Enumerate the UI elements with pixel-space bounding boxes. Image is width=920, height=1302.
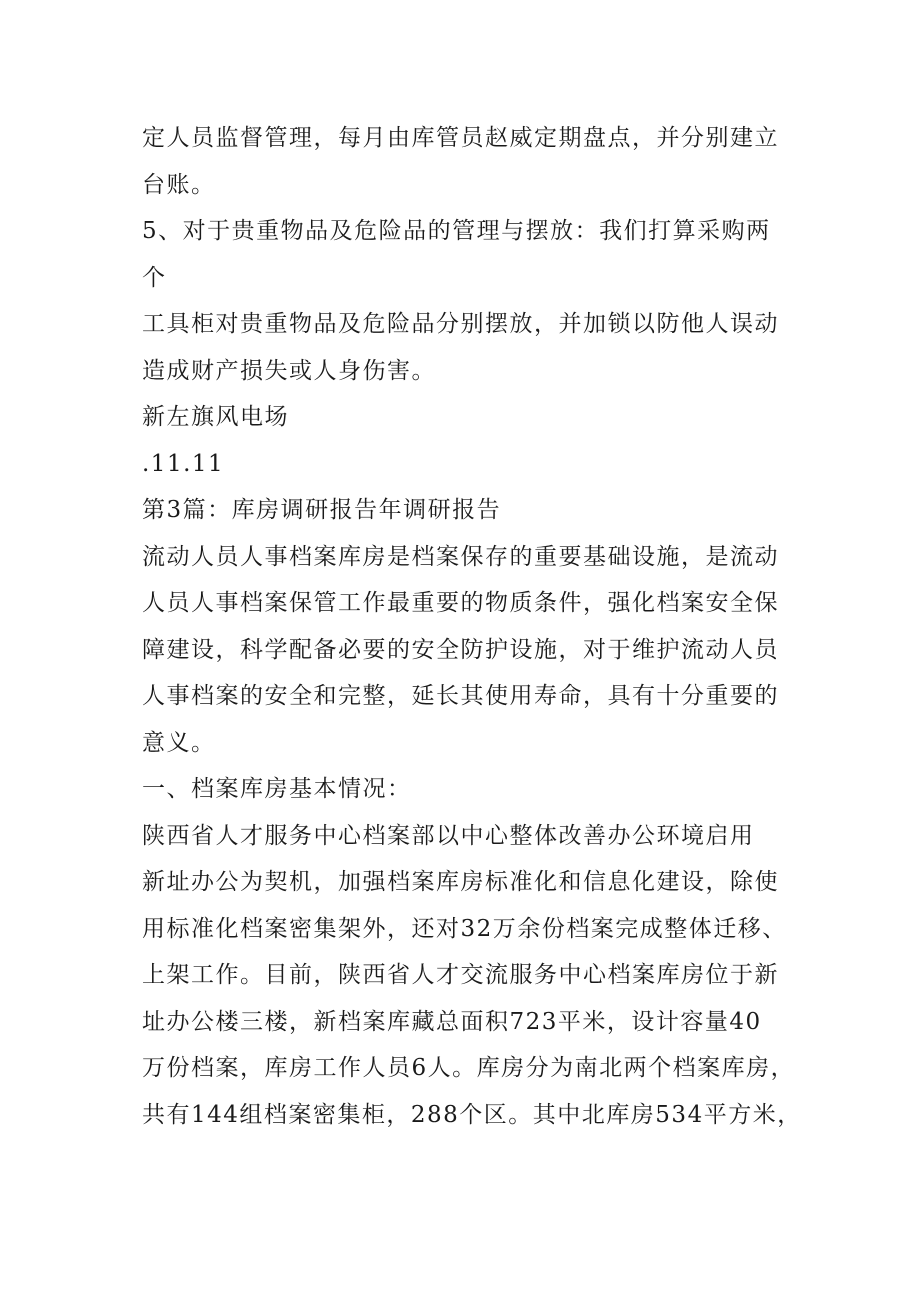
text-line-22: 共有144组档案密集柜，288个区。其中北库房534平方米， — [142, 1101, 802, 1128]
document-body — [142, 115, 802, 1138]
signature-date: .11.11 — [142, 450, 225, 477]
text-line-10: 流动人员人事档案库房是档案保存的重要基础设施，是流动 — [142, 543, 779, 570]
signature-org: 新左旗风电场 — [142, 404, 289, 430]
text-line-6: 造成财产损失或人身伤害。 — [142, 357, 436, 384]
text-line-11: 人员人事档案保管工作最重要的物质条件，强化档案安全保 — [142, 590, 779, 616]
text-line-4: 个 — [142, 264, 167, 291]
text-line-17: 新址办公为契机，加强档案库房标准化和信息化建设，除使 — [142, 869, 779, 895]
text-line-1: 定人员监督管理，每月由库管员赵威定期盘点，并分别建立 — [142, 125, 779, 151]
text-line-21: 万份档案，库房工作人员6人。库房分为南北两个档案库房， — [142, 1055, 796, 1081]
text-line-14: 意义。 — [142, 729, 216, 756]
text-line-20: 址办公楼三楼，新档案库藏总面积723平米，设计容量40 — [142, 1008, 762, 1035]
text-line-16: 陕西省人才服务中心档案部以中心整体改善办公环境启用 — [142, 822, 755, 849]
text-line-19: 上架工作。目前，陕西省人才交流服务中心档案库房位于新 — [142, 962, 779, 988]
text-line-3: 5、对于贵重物品及危险品的管理与摆放：我们打算采购两 — [142, 218, 771, 244]
text-line-2: 台账。 — [142, 171, 216, 198]
text-line-18: 用标准化档案密集架外，还对32万余份档案完成整体迁移、 — [142, 915, 787, 942]
text-line-13: 人事档案的安全和完整，延长其使用寿命，具有十分重要的 — [142, 683, 779, 709]
text-line-12: 障建设，科学配备必要的安全防护设施，对于维护流动人员 — [142, 636, 779, 663]
section-heading: 第3篇：库房调研报告年调研报告 — [142, 497, 502, 523]
subsection-heading: 一、档案库房基本情况： — [142, 776, 412, 802]
text-line-5: 工具柜对贵重物品及危险品分别摆放，并加锁以防他人误动 — [142, 311, 779, 337]
